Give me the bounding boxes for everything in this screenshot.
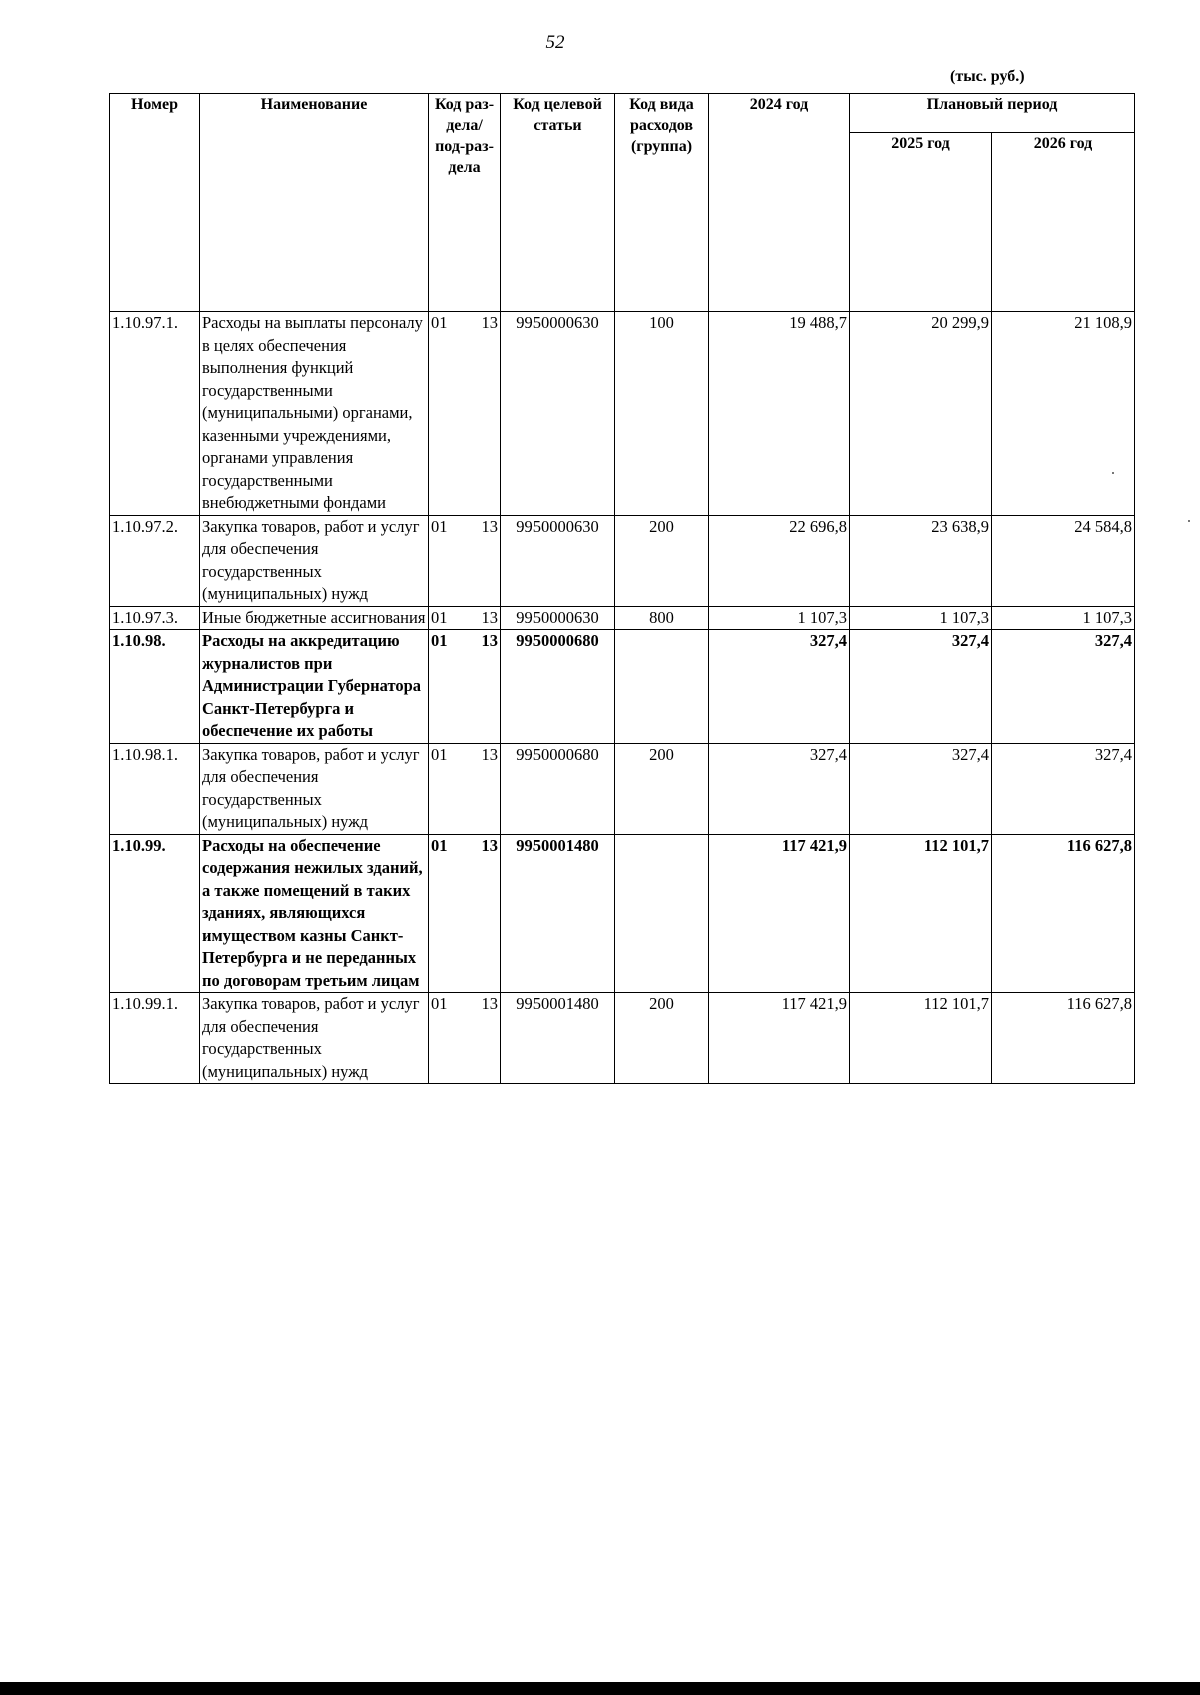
cell-2025: 112 101,7: [850, 993, 992, 1084]
cell-target-code: 9950000680: [501, 630, 615, 744]
cell-target-code: 9950000680: [501, 743, 615, 834]
cell-2024: 1 107,3: [709, 606, 850, 630]
cell-name: Расходы на выплаты персоналу в целях обеспечения выполнения функций государственными (муниципальными) органами, казенными учреждениями, органами управления государственными внебюджетными фондами: [200, 312, 429, 516]
cell-expense-type: 200: [615, 515, 709, 606]
header-2026: 2026 год: [992, 133, 1135, 312]
budget-table: [109, 93, 1135, 1084]
table-row: [110, 630, 1135, 744]
cell-expense-type: 200: [615, 993, 709, 1084]
cell-number: 1.10.99.1.: [110, 993, 200, 1084]
cell-section-code: [429, 743, 501, 834]
cell-target-code: 9950001480: [501, 993, 615, 1084]
cell-name: Расходы на обеспечение содержания нежилых зданий, а также помещений в таких зданиях, являющихся имуществом казны Санкт-Петербурга и не переданных по договорам третьим лицам: [200, 834, 429, 993]
page-number: 52: [545, 32, 565, 53]
cell-2026: 327,4: [992, 630, 1135, 744]
cell-2026: 116 627,8: [992, 834, 1135, 993]
cell-name: Закупка товаров, работ и услуг для обеспечения государственных (муниципальных) нужд: [200, 743, 429, 834]
header-section-code: Код раз-дела/ под-раз-дела: [429, 94, 501, 312]
section-code: 01: [431, 994, 448, 1013]
cell-2025: 20 299,9: [850, 312, 992, 516]
cell-section-code: [429, 630, 501, 744]
subsection-code: 13: [481, 835, 498, 855]
table-row: [110, 515, 1135, 606]
cell-number: 1.10.99.: [110, 834, 200, 993]
section-code: 01: [431, 516, 448, 536]
table-row: [110, 312, 1135, 516]
cell-name: Закупка товаров, работ и услуг для обеспечения государственных (муниципальных) нужд: [200, 515, 429, 606]
cell-section-code: [429, 515, 501, 606]
table-row: [110, 606, 1135, 630]
cell-2026: 327,4: [992, 743, 1135, 834]
cell-section-code: [429, 312, 501, 516]
cell-section-code: [429, 606, 501, 630]
header-target-code: Код целевой статьи: [501, 94, 615, 312]
subsection-code: 13: [481, 994, 498, 1013]
cell-name: Закупка товаров, работ и услуг для обеспечения государственных (муниципальных) нужд: [200, 993, 429, 1084]
cell-expense-type: [615, 834, 709, 993]
cell-expense-type: 100: [615, 312, 709, 516]
cell-2025: 327,4: [850, 630, 992, 744]
subsection-code: 13: [481, 631, 498, 650]
subsection-code: 13: [481, 744, 498, 764]
cell-number: 1.10.97.2.: [110, 515, 200, 606]
cell-name: Расходы на аккредитацию журналистов при Администрации Губернатора Санкт-Петербурга и обеспечение их работы: [200, 630, 429, 744]
cell-2024: 117 421,9: [709, 993, 850, 1084]
cell-2026: 21 108,9: [992, 312, 1135, 516]
cell-section-code: [429, 834, 501, 993]
subsection-code: 13: [481, 607, 498, 627]
cell-target-code: 9950000630: [501, 515, 615, 606]
cell-2025: 327,4: [850, 743, 992, 834]
cell-target-code: 9950001480: [501, 834, 615, 993]
cell-number: 1.10.97.3.: [110, 606, 200, 630]
section-code: 01: [431, 607, 448, 627]
cell-expense-type: [615, 630, 709, 744]
header-planned-period: Плановый период: [850, 94, 1135, 133]
cell-2024: 327,4: [709, 630, 850, 744]
cell-number: 1.10.98.1.: [110, 743, 200, 834]
cell-expense-type: 200: [615, 743, 709, 834]
cell-target-code: 9950000630: [501, 606, 615, 630]
cell-2026: 116 627,8: [992, 993, 1135, 1084]
cell-2026: 1 107,3: [992, 606, 1135, 630]
cell-2025: 112 101,7: [850, 834, 992, 993]
section-code: 01: [431, 744, 448, 764]
cell-target-code: 9950000630: [501, 312, 615, 516]
cell-2026: 24 584,8: [992, 515, 1135, 606]
cell-2024: 22 696,8: [709, 515, 850, 606]
table-row: [110, 743, 1135, 834]
section-code: 01: [431, 835, 448, 855]
section-code: 01: [431, 631, 448, 650]
units-label: (тыс. руб.): [950, 68, 1025, 85]
cell-2024: 117 421,9: [709, 834, 850, 993]
cell-name: Иные бюджетные ассигнования: [200, 606, 429, 630]
cell-2025: 23 638,9: [850, 515, 992, 606]
cell-section-code: [429, 993, 501, 1084]
cell-2024: 327,4: [709, 743, 850, 834]
header-number: Номер: [110, 94, 200, 312]
table-row: [110, 834, 1135, 993]
scan-border: [0, 1682, 1200, 1695]
cell-number: 1.10.97.1.: [110, 312, 200, 516]
header-expense-type: Код вида расходов (группа): [615, 94, 709, 312]
scan-speck: [1188, 520, 1190, 522]
header-2025: 2025 год: [850, 133, 992, 312]
cell-number: 1.10.98.: [110, 630, 200, 744]
cell-2025: 1 107,3: [850, 606, 992, 630]
header-2024: 2024 год: [709, 94, 850, 312]
subsection-code: 13: [481, 516, 498, 536]
cell-2024: 19 488,7: [709, 312, 850, 516]
cell-expense-type: 800: [615, 606, 709, 630]
section-code: 01: [431, 313, 448, 332]
header-name: Наименование: [200, 94, 429, 312]
scan-speck: [1112, 472, 1114, 474]
subsection-code: 13: [481, 313, 498, 332]
table-row: [110, 993, 1135, 1084]
